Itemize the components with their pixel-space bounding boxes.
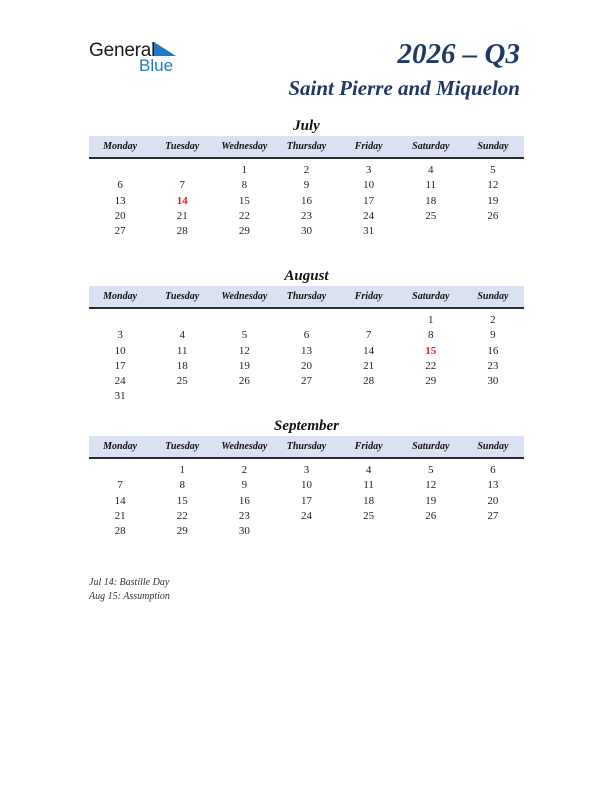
day-cell: 15 xyxy=(176,494,188,507)
day-cell: 24 xyxy=(363,209,375,222)
week-row xyxy=(89,178,524,193)
day-cell xyxy=(400,389,462,404)
day-cell: 30 xyxy=(300,225,312,238)
week-row xyxy=(89,313,524,328)
day-cell: 29 xyxy=(425,375,437,388)
day-cell: 2 xyxy=(303,164,310,176)
weekday-tuesday: Tuesday xyxy=(165,291,200,302)
day-cell: 21 xyxy=(176,209,188,222)
day-cell: 9 xyxy=(303,179,310,192)
day-cell xyxy=(338,389,400,404)
day-cell: 20 xyxy=(114,209,126,222)
day-cell: 27 xyxy=(487,509,499,522)
day-cell: 25 xyxy=(176,375,188,388)
logo-blue-text: Blue xyxy=(139,56,174,75)
week-row xyxy=(89,478,524,493)
day-cell: 19 xyxy=(238,359,250,372)
day-cell xyxy=(275,389,337,404)
weeks-grid xyxy=(89,459,524,539)
day-cell: 19 xyxy=(425,494,437,507)
day-cell: 28 xyxy=(176,225,188,238)
day-cell: 6 xyxy=(303,329,310,342)
day-cell xyxy=(213,389,275,404)
day-cell: 25 xyxy=(363,509,375,522)
weekday-sunday: Sunday xyxy=(477,441,509,452)
day-cell: 24 xyxy=(300,509,312,522)
day-cell: 10 xyxy=(114,344,126,357)
week-row xyxy=(89,509,524,524)
weekday-header xyxy=(89,286,524,309)
day-cell: 31 xyxy=(363,225,375,238)
day-cell xyxy=(151,313,213,328)
weekday-wednesday: Wednesday xyxy=(221,441,268,452)
day-cell: 4 xyxy=(179,329,185,342)
day-cell: 5 xyxy=(241,329,248,342)
logo-triangle-icon xyxy=(154,42,176,56)
day-cell: 17 xyxy=(363,194,375,207)
weekday-thursday: Thursday xyxy=(286,291,327,302)
weekday-saturday: Saturday xyxy=(412,141,450,152)
day-cell: 16 xyxy=(238,494,250,507)
day-cell: 1 xyxy=(179,464,185,476)
day-cell xyxy=(89,163,151,178)
day-cell: 22 xyxy=(176,509,188,522)
day-cell: 12 xyxy=(425,479,437,492)
day-cell: 4 xyxy=(365,464,372,476)
weekday-friday: Friday xyxy=(354,141,383,152)
day-cell: 17 xyxy=(300,494,312,507)
day-cell: 14 xyxy=(363,344,375,357)
week-row xyxy=(89,224,524,239)
month-name: July xyxy=(293,118,320,134)
day-cell: 18 xyxy=(363,494,375,507)
weekday-wednesday: Wednesday xyxy=(221,291,268,302)
weekday-sunday: Sunday xyxy=(477,291,509,302)
day-cell xyxy=(338,313,400,328)
day-cell: 9 xyxy=(241,479,248,492)
week-row xyxy=(89,389,524,404)
day-cell: 23 xyxy=(300,209,312,222)
day-cell: 30 xyxy=(238,525,250,538)
day-cell: 21 xyxy=(363,359,375,372)
day-cell: 27 xyxy=(300,375,312,388)
weekday-tuesday: Tuesday xyxy=(165,141,200,152)
month-july xyxy=(89,116,524,239)
day-cell: 3 xyxy=(365,164,372,176)
day-cell: 1 xyxy=(241,164,248,176)
day-cell: 7 xyxy=(117,479,123,492)
weeks-grid xyxy=(89,159,524,239)
day-cell xyxy=(275,313,337,328)
day-cell xyxy=(338,524,400,539)
day-cell: 3 xyxy=(303,464,310,476)
day-cell: 7 xyxy=(365,329,372,342)
day-cell: 27 xyxy=(114,225,126,238)
day-cell: 16 xyxy=(487,344,499,357)
day-cell: 26 xyxy=(425,509,437,522)
weekday-header xyxy=(89,136,524,159)
day-cell xyxy=(89,313,151,328)
weeks-grid xyxy=(89,309,524,405)
day-cell: 10 xyxy=(363,179,375,192)
day-cell xyxy=(275,524,337,539)
week-row xyxy=(89,344,524,359)
month-september xyxy=(89,416,524,539)
day-cell: 4 xyxy=(428,164,434,176)
day-cell: 11 xyxy=(176,344,188,357)
day-cell: 5 xyxy=(428,464,434,476)
weekday-sunday: Sunday xyxy=(477,141,509,152)
week-row xyxy=(89,463,524,478)
holiday-note: Jul 14: Bastille Day xyxy=(89,577,170,588)
day-cell: 17 xyxy=(114,359,126,372)
day-cell: 31 xyxy=(114,390,126,403)
day-cell: 8 xyxy=(241,179,248,192)
holiday-day-cell: 15 xyxy=(425,344,437,357)
weekday-thursday: Thursday xyxy=(286,441,327,452)
day-cell: 5 xyxy=(490,164,496,176)
weekday-friday: Friday xyxy=(354,291,383,302)
day-cell: 14 xyxy=(114,494,126,507)
weekday-monday: Monday xyxy=(103,141,138,152)
day-cell: 2 xyxy=(241,464,248,476)
day-cell: 13 xyxy=(300,344,312,357)
holiday-notes xyxy=(89,576,170,604)
holiday-note: Aug 15: Assumption xyxy=(89,591,170,602)
day-cell: 12 xyxy=(487,179,499,192)
day-cell: 26 xyxy=(238,375,250,388)
week-row xyxy=(89,163,524,178)
day-cell: 29 xyxy=(176,525,188,538)
day-cell xyxy=(213,313,275,328)
day-cell xyxy=(151,163,213,178)
day-cell: 13 xyxy=(487,479,499,492)
holiday-day-cell: 14 xyxy=(176,194,188,207)
day-cell: 15 xyxy=(238,194,250,207)
day-cell: 22 xyxy=(238,209,250,222)
day-cell: 26 xyxy=(487,209,499,222)
day-cell: 7 xyxy=(179,179,185,192)
day-cell: 11 xyxy=(363,479,374,492)
week-row xyxy=(89,524,524,539)
day-cell: 6 xyxy=(117,179,123,192)
day-cell xyxy=(151,389,213,404)
weekday-wednesday: Wednesday xyxy=(221,141,268,152)
day-cell: 28 xyxy=(114,525,126,538)
day-cell: 11 xyxy=(425,179,437,192)
logo-general-text: General xyxy=(89,40,156,61)
month-name: September xyxy=(274,418,339,434)
day-cell: 22 xyxy=(425,359,437,372)
weekday-thursday: Thursday xyxy=(286,141,327,152)
week-row xyxy=(89,194,524,209)
day-cell: 23 xyxy=(238,509,250,522)
page-subtitle: Saint Pierre and Miquelon xyxy=(288,76,520,100)
week-row xyxy=(89,328,524,343)
day-cell: 21 xyxy=(114,509,126,522)
day-cell xyxy=(462,389,524,404)
weekday-header xyxy=(89,436,524,459)
day-cell: 20 xyxy=(487,494,499,507)
generalblue-logo xyxy=(89,40,189,76)
day-cell: 8 xyxy=(428,329,434,342)
week-row xyxy=(89,494,524,509)
day-cell: 18 xyxy=(176,359,188,372)
day-cell: 19 xyxy=(487,194,499,207)
day-cell: 20 xyxy=(300,359,312,372)
day-cell: 29 xyxy=(238,225,250,238)
day-cell: 23 xyxy=(487,359,499,372)
weekday-monday: Monday xyxy=(103,291,138,302)
day-cell: 9 xyxy=(490,329,496,342)
day-cell xyxy=(89,463,151,478)
day-cell: 25 xyxy=(425,209,437,222)
weekday-saturday: Saturday xyxy=(412,291,450,302)
day-cell: 10 xyxy=(300,479,312,492)
week-row xyxy=(89,374,524,389)
month-august xyxy=(89,266,524,405)
page-title: 2026 – Q3 xyxy=(397,38,520,70)
day-cell: 1 xyxy=(428,314,434,326)
day-cell xyxy=(400,224,462,239)
day-cell xyxy=(462,224,524,239)
day-cell: 3 xyxy=(117,329,123,342)
day-cell: 13 xyxy=(114,194,126,207)
weekday-saturday: Saturday xyxy=(412,441,450,452)
day-cell: 12 xyxy=(238,344,250,357)
day-cell xyxy=(400,524,462,539)
month-name: August xyxy=(284,268,329,284)
day-cell: 8 xyxy=(179,479,185,492)
day-cell: 30 xyxy=(487,375,499,388)
day-cell: 24 xyxy=(114,375,126,388)
day-cell: 6 xyxy=(490,464,496,476)
day-cell xyxy=(462,524,524,539)
week-row xyxy=(89,359,524,374)
day-cell: 2 xyxy=(490,314,496,326)
weekday-monday: Monday xyxy=(103,441,138,452)
week-row xyxy=(89,209,524,224)
day-cell: 18 xyxy=(425,194,437,207)
weekday-tuesday: Tuesday xyxy=(165,441,200,452)
day-cell: 28 xyxy=(363,375,375,388)
weekday-friday: Friday xyxy=(354,441,383,452)
day-cell: 16 xyxy=(300,194,312,207)
